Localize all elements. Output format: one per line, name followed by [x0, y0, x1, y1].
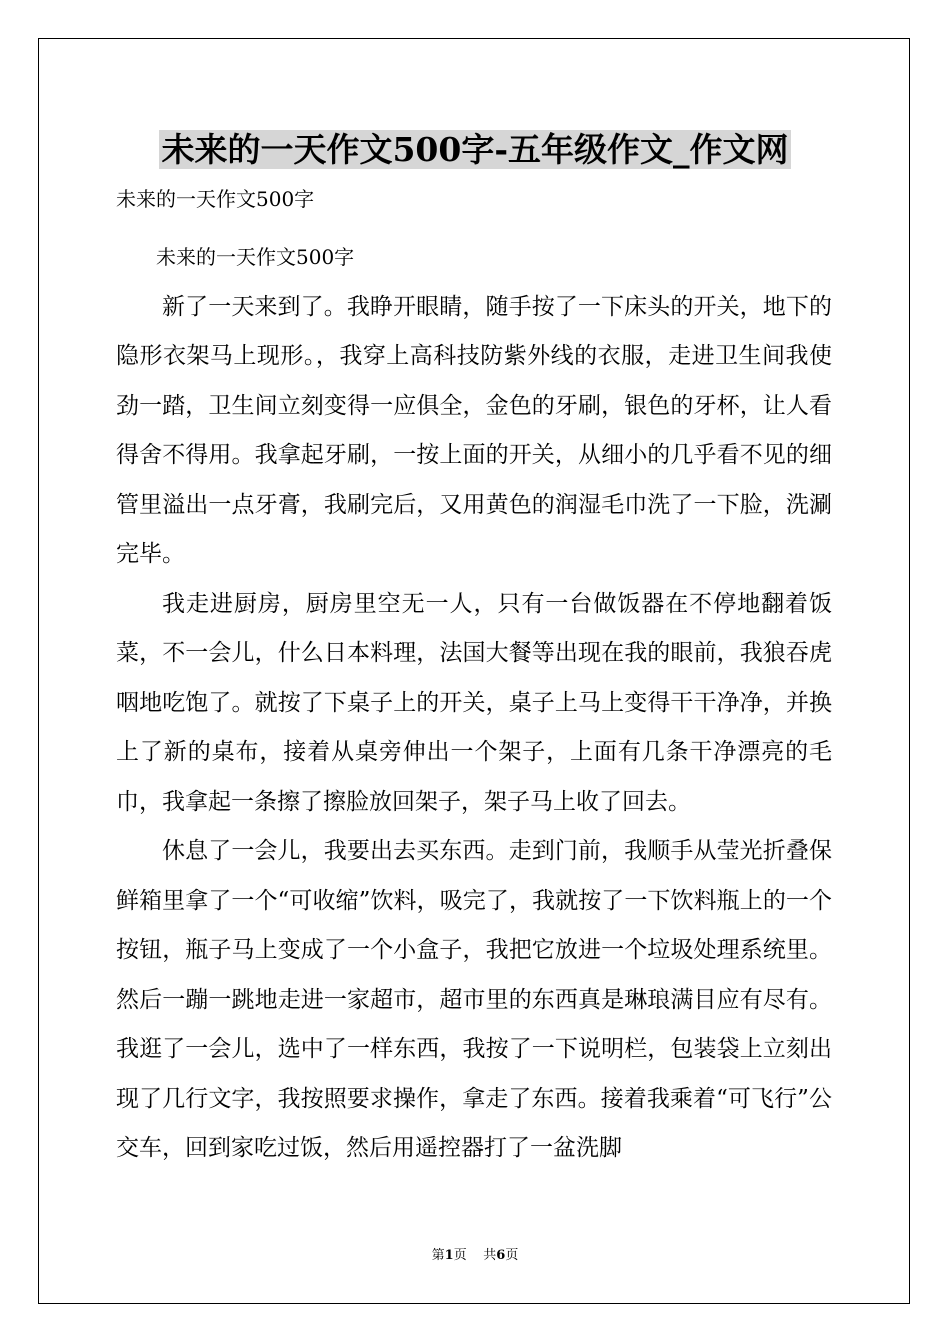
page-total: 6: [496, 1248, 506, 1263]
page-prefix: 第: [431, 1248, 445, 1263]
paragraph: 新了一天来到了。我睁开眼睛，随手按了一下床头的开关，地下的隐形衣架马上现形。，我穿上高科技防紫外线的衣服，走进卫生间我使劲一踏，卫生间立刻变得一应俱全，金色的牙刷，银色的牙杯，让人看得舍不得用。我拿起牙刷，一按上面的开关，从细小的几乎看不见的细管里溢出一点牙膏，我刷完后，又用黄色的润湿毛巾洗了一下脸，洗涮完毕。: [116, 293, 832, 567]
page-current: 1: [444, 1248, 454, 1263]
total-unit: 页: [505, 1248, 519, 1263]
paragraph: 未来的一天作文500字: [156, 245, 355, 269]
document-body: [116, 233, 832, 1174]
page-footer: [0, 1247, 950, 1265]
document-title-text: 未来的一天作文500字-五年级作文_作文网: [161, 130, 789, 169]
total-prefix: 共: [483, 1248, 497, 1263]
page-unit: 页: [453, 1248, 467, 1263]
document-title: [0, 128, 950, 172]
document-subtitle: 未来的一天作文500字: [116, 187, 315, 211]
paragraph: 休息了一会儿，我要出去买东西。走到门前，我顺手从莹光折叠保鲜箱里拿了一个“可收缩”饮料，吸完了，我就按了一下饮料瓶上的一个按钮，瓶子马上变成了一个小盒子，我把它放进一个垃圾处理系统里。然后一蹦一跳地走进一家超市，超市里的东西真是琳琅满目应有尽有。我逛了一会儿，选中了一样东西，我按了一下说明栏，包装袋上立刻出现了几行文字，我按照要求操作，拿走了东西。接着我乘着“可飞行”公交车，回到家吃过饭，然后用遥控器打了一盆洗脚: [116, 838, 832, 1161]
paragraph: 我走进厨房，厨房里空无一人，只有一台做饭器在不停地翻着饭菜，不一会儿，什么日本料理，法国大餐等出现在我的眼前，我狼吞虎咽地吃饱了。就按了下桌子上的开关，桌子上马上变得干干净净，并换上了新的桌布，接着从桌旁伸出一个架子，上面有几条干净漂亮的毛巾，我拿起一条擦了擦脸放回架子，架子马上收了回去。: [116, 590, 832, 815]
